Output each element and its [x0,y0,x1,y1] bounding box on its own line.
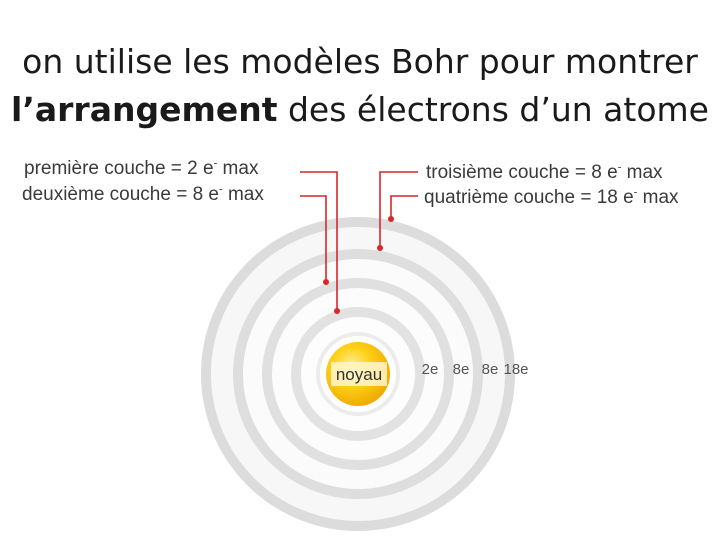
label-shell-4-sup: - [633,186,638,199]
label-shell-3-sup: - [617,161,622,174]
label-shell-1 [24,158,258,180]
shell-4-count: 18e [503,361,529,378]
label-shell-4-suffix: max [637,187,679,208]
label-shell-1-text: première couche = 2 e [24,158,214,179]
shell-2-count: 8e [452,361,470,378]
label-shell-4-text: quatrième couche = 18 e [424,187,634,208]
title-line-1: on utilise les modèles Bohr pour montrer [22,42,698,81]
title-bold-word: l’arrangement [11,90,278,129]
label-shell-3-text: troisième couche = 8 e [426,162,618,183]
pointer-dot-shell-3 [377,245,383,251]
label-shell-2-text: deuxième couche = 8 e [22,184,219,205]
label-shell-3 [426,162,663,184]
label-shell-3-suffix: max [621,162,663,183]
title-line-2-rest: des électrons d’un atome [277,90,709,129]
label-shell-2 [22,184,264,206]
pointer-dot-shell-4 [388,216,394,222]
shell-1-count: 2e [421,361,439,378]
nucleus-label: noyau [335,365,383,384]
pointer-line-shell-4 [391,196,418,219]
pointer-dot-shell-1 [334,308,340,314]
label-shell-4 [424,187,679,209]
label-shell-2-sup: - [219,183,223,196]
label-shell-1-suffix: max [217,158,259,179]
label-shell-1-sup: - [213,157,218,170]
pointer-dot-shell-2 [323,279,329,285]
label-shell-2-suffix: max [222,184,264,205]
shell-3-count: 8e [481,361,499,378]
